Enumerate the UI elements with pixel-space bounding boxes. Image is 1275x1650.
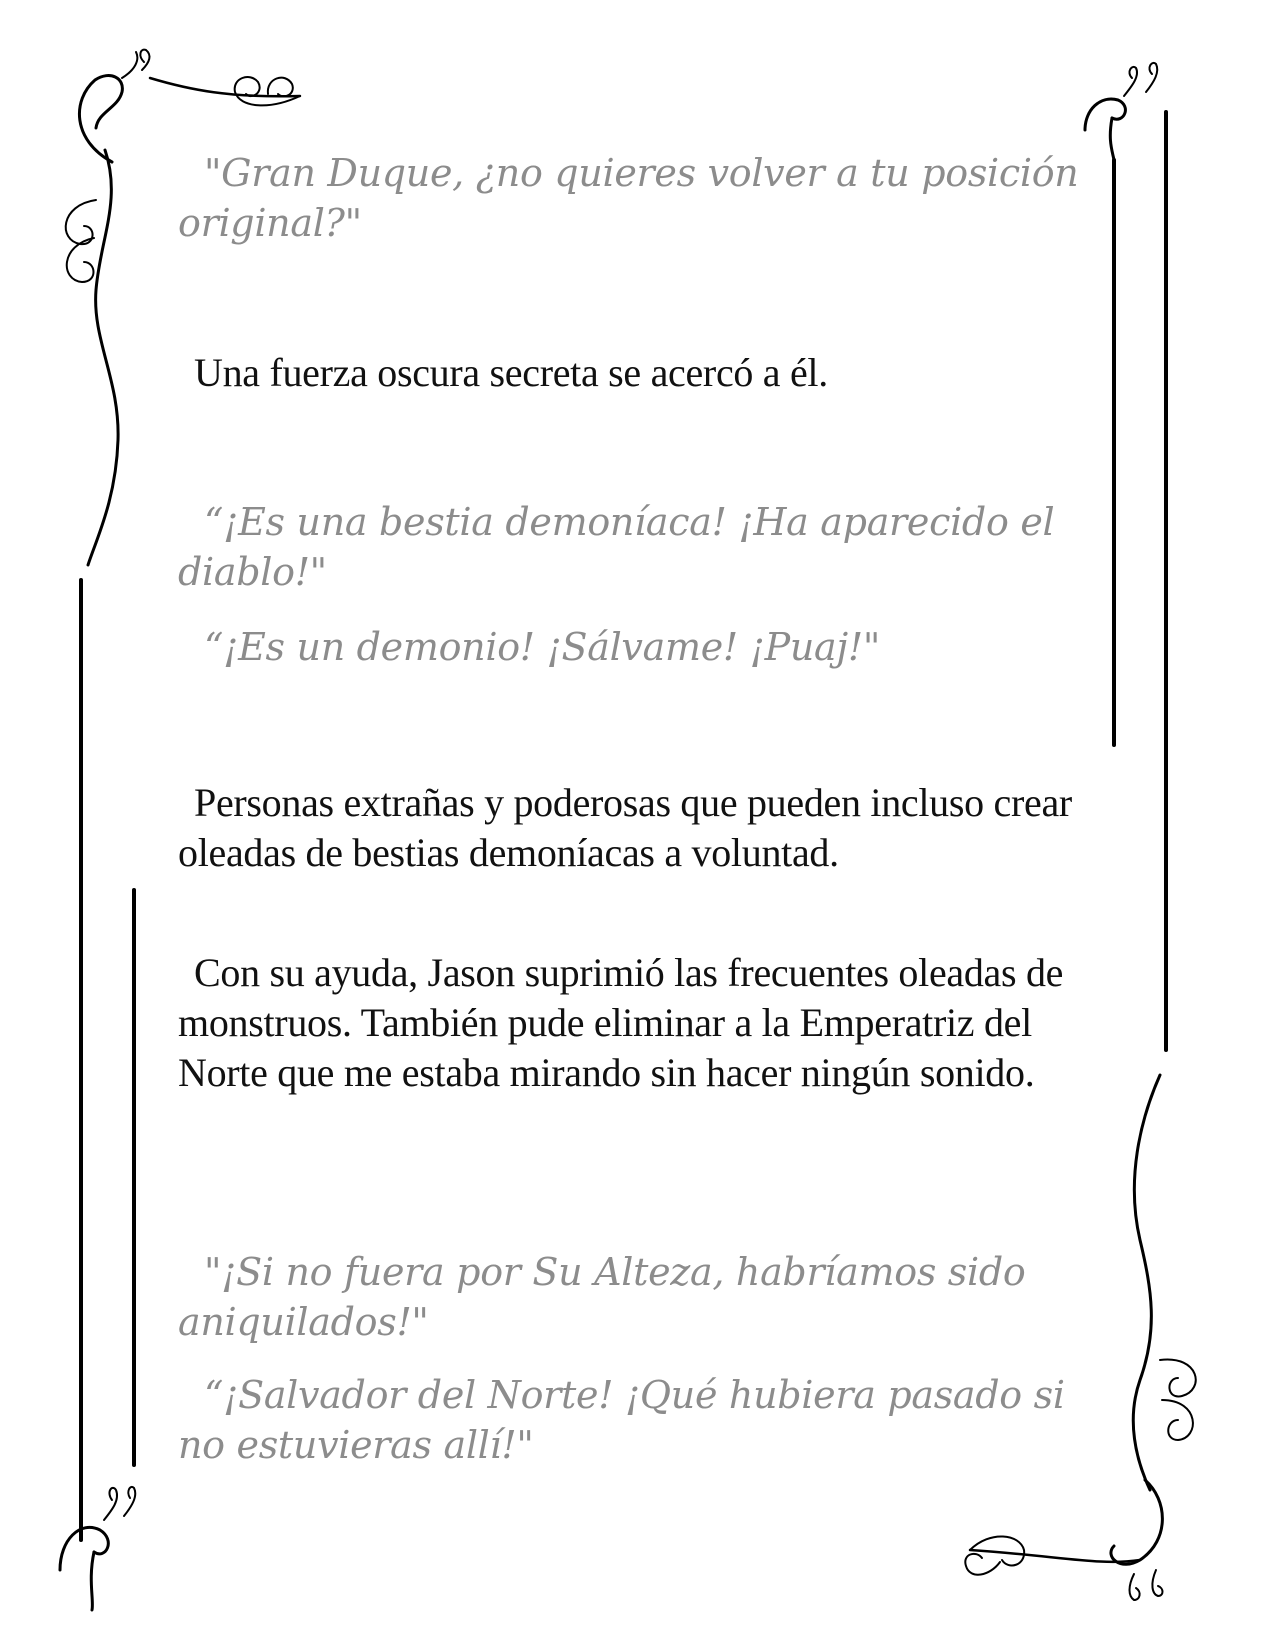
narration-paragraph: Una fuerza oscura secreta se acercó a él.: [194, 350, 828, 395]
dialogue-paragraph: "¡Si no fuera por Su Alteza, habríamos sido aniquilados!": [178, 1250, 1026, 1344]
dialogue-paragraph: “¡Salvador del Norte! ¡Qué hubiera pasado si no estuvieras allí!": [178, 1373, 1065, 1467]
top-right-flourish: [1085, 63, 1157, 160]
bottom-left-flourish: [60, 1487, 135, 1610]
dialogue-paragraph: "Gran Duque, ¿no quieres volver a tu posición original?": [178, 151, 1079, 245]
dialogue-paragraph: “¡Es un demonio! ¡Sálvame! ¡Puaj!": [204, 625, 881, 669]
top-left-flourish: [66, 50, 300, 565]
narration-paragraph: Personas extrañas y poderosas que pueden incluso crear oleadas de bestias demoníacas a voluntad.: [178, 780, 1072, 875]
narration-paragraph: Con su ayuda, Jason suprimió las frecuentes oleadas de monstruos. También pude eliminar a la Emperatriz del Norte que me estaba mirando sin hacer ningún sonido.: [178, 950, 1064, 1095]
dialogue-paragraph: “¡Es una bestia demoníaca! ¡Ha aparecido el diablo!": [178, 500, 1055, 594]
